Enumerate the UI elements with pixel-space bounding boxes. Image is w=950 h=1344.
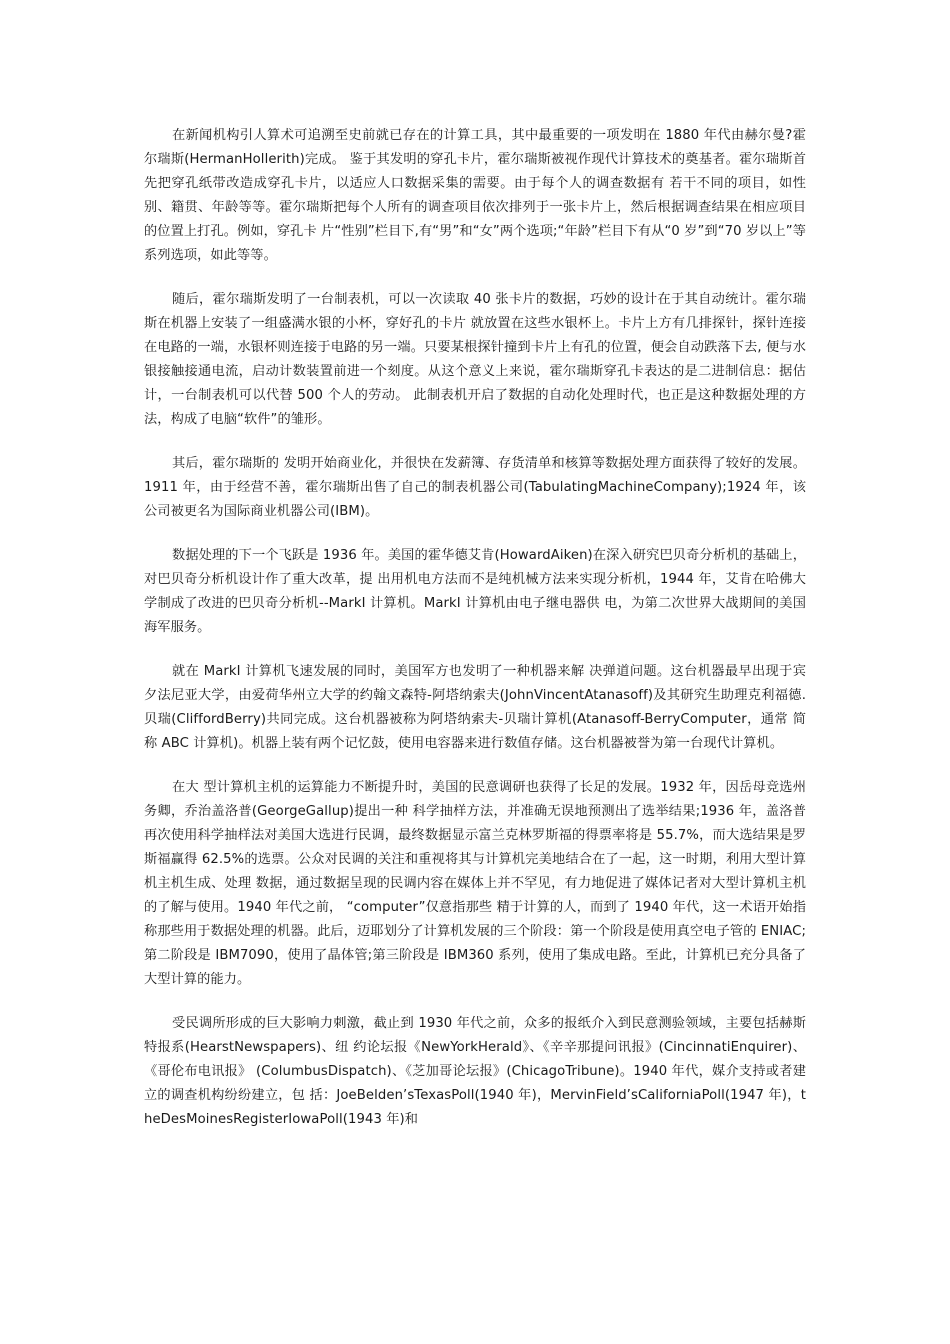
document-body bbox=[144, 124, 806, 1152]
paragraph-6: 在大 型计算机主机的运算能力不断提升时，美国的民意调研也获得了长足的发展。1932 年，因岳母竞选州务卿，乔治盖洛普(GeorgeGallup)提出一种 科学抽样方法，并准确无误地预测出了选举结果;1936 年，盖洛普再次使用科学抽样法对美国大选进行民调，最终数据显示富兰克林罗斯福的得票率将是 55.7%，而大选结果是罗斯福赢得 62.5%的选票。公众对民调的关注和重视将其与计算机完美地结合在了一起，这一时期，利用大型计算机主机生成、处理 数据，通过数据呈现的民调内容在媒体上并不罕见，有力地促进了媒体记者对大型计算机主机的了解与使用。1940 年代之前， “computer”仅意指那些 精于计算的人，而到了 1940 年代，这一术语开始指称那些用于数据处理的机器。此后，迈耶划分了计算机发展的三个阶段：第一个阶段是使用真空电子管的 ENIAC;第二阶段是 IBM7090，使用了晶体管;第三阶段是 IBM360 系列，使用了集成电路。至此，计算机已充分具备了大型计算的能力。 bbox=[144, 780, 806, 987]
paragraph-1: 在新闻机构引人算术可追溯至史前就已存在的计算工具，其中最重要的一项发明在 1880 年代由赫尔曼?霍尔瑞斯(HermanHollerith)完成。 鉴于其发明的穿孔卡片，霍尔瑞斯被视作现代计算技术的奠基者。霍尔瑞斯首先把穿孔纸带改造成穿孔卡片，以适应人口数据采集的需要。由于每个人的调查数据有 若干不同的项目，如性别、籍贯、年龄等等。霍尔瑞斯把每个人所有的调查项目依次排列于一张卡片上，然后根据调查结果在相应项目的位置上打孔。例如，穿孔卡 片“性别”栏目下,有“男”和“女”两个选项;“年龄”栏目下有从“0 岁”到“70 岁以上”等系列选项，如此等等。 bbox=[144, 128, 806, 263]
paragraph-7: 受民调所形成的巨大影响力刺激，截止到 1930 年代之前，众多的报纸介入到民意测验领域，主要包括赫斯特报系(HearstNewspapers)、纽 约论坛报《NewYorkHerald》、《辛辛那提问讯报》(CincinnatiEnquirer)、《哥伦布电讯报》 (ColumbusDispatch)、《芝加哥论坛报》(ChicagoTribune)。1940 年代，媒介支持或者建立的调查机构纷纷建立，包 括：JoeBelden’sTexasPoll(1940 年)，MervinField’sCaliforniaPoll(1947 年)，theDesMoinesRegisterIowaPoll(1943 年)和 bbox=[144, 1016, 806, 1127]
paragraph-4: 数据处理的下一个飞跃是 1936 年。美国的霍华德艾肯(HowardAiken)在深入研究巴贝奇分析机的基础上，对巴贝奇分析机设计作了重大改革，提 出用机电方法而不是纯机械方法来实现分析机，1944 年，艾肯在哈佛大学制成了改进的巴贝奇分析机--MarkI 计算机。MarkI 计算机由电子继电器供 电，为第二次世界大战期间的美国海军服务。 bbox=[144, 548, 806, 635]
paragraph-2: 随后，霍尔瑞斯发明了一台制表机，可以一次读取 40 张卡片的数据，巧妙的设计在于其自动统计。霍尔瑞斯在机器上安装了一组盛满水银的小杯，穿好孔的卡片 就放置在这些水银杯上。卡片上方有几排探针，探针连接在电路的一端，水银杯则连接于电路的另一端。只要某根探针撞到卡片上有孔的位置，便会自动跌落下去, 便与水银接触接通电流，启动计数装置前进一个刻度。从这个意义上来说，霍尔瑞斯穿孔卡表达的是二进制信息：据估计，一台制表机可以代替 500 个人的劳动。 此制表机开启了数据的自动化处理时代，也正是这种数据处理的方法，构成了电脑“软件”的雏形。 bbox=[144, 292, 806, 427]
paragraph-5: 就在 MarkI 计算机飞速发展的同时，美国军方也发明了一种机器来解 决弹道问题。这台机器最早出现于宾夕法尼亚大学，由爱荷华州立大学的约翰文森特-阿塔纳索夫(JohnVincentAtanasoff)及其研究生助理克利福德.贝瑞(CliffordBerry)共同完成。这台机器被称为阿塔纳索夫-贝瑞计算机(Atanasoff-BerryComputer，通常 简称 ABC 计算机)。机器上装有两个记忆鼓，使用电容器来进行数值存储。这台机器被誉为第一台现代计算机。 bbox=[144, 664, 806, 751]
paragraph-3: 其后，霍尔瑞斯的 发明开始商业化，并很快在发薪簿、存货清单和核算等数据处理方面获得了较好的发展。1911 年，由于经营不善，霍尔瑞斯出售了自己的制表机器公司(TabulatingMachineCompany);1924 年，该公司被更名为国际商业机器公司(IBM)。 bbox=[144, 456, 806, 519]
